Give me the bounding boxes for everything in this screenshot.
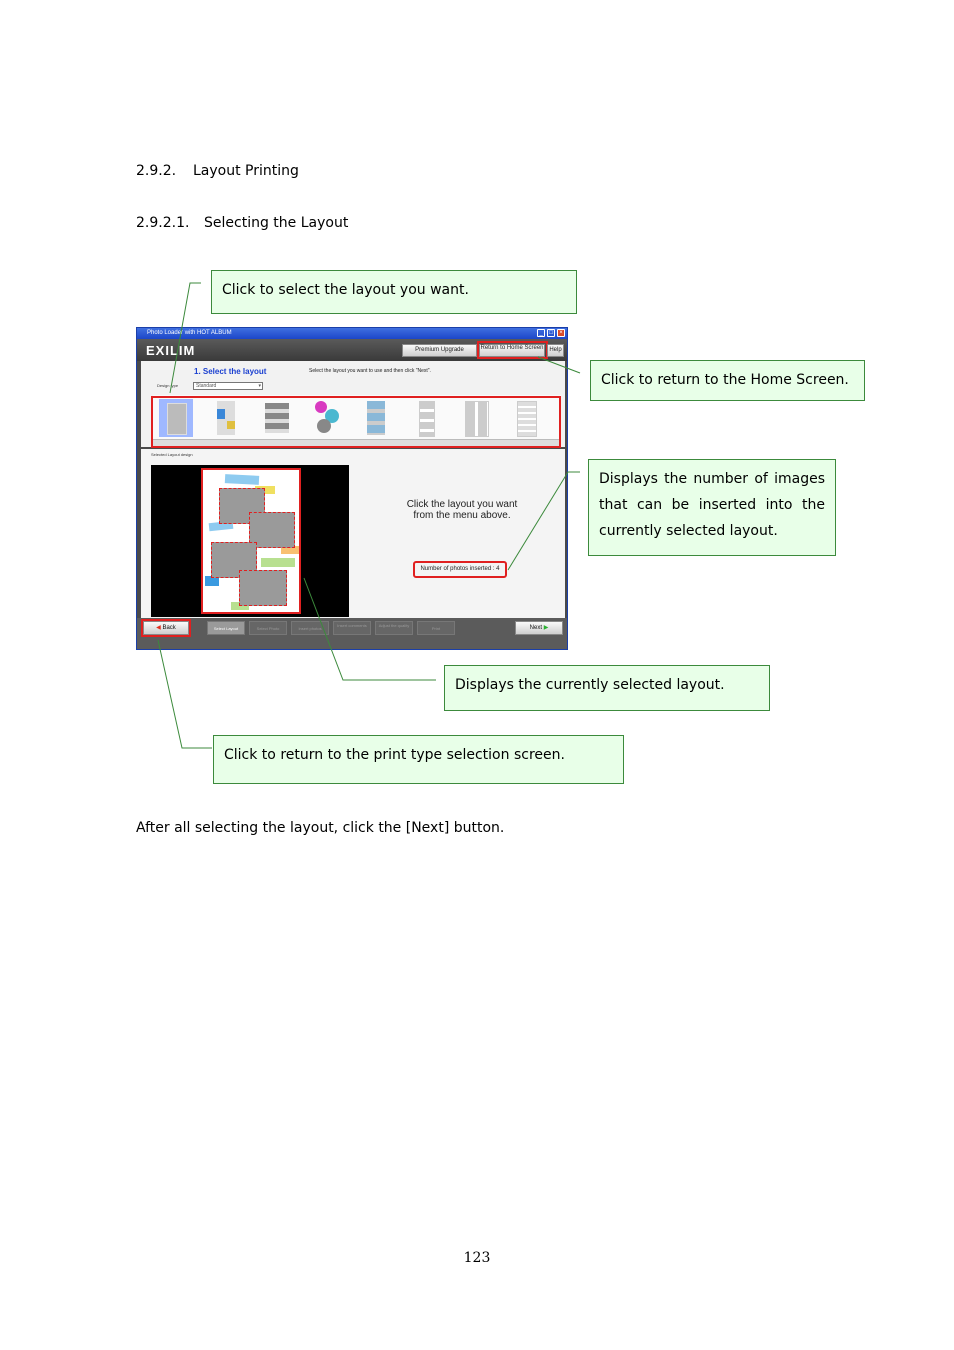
- crumb-print: Print: [417, 621, 455, 635]
- back-label: Back: [162, 625, 176, 631]
- subsection-number: 2.9.2.1.: [136, 215, 190, 231]
- maximize-icon[interactable]: □: [547, 329, 555, 337]
- leader-num-images: [508, 472, 580, 570]
- next-arrow-icon: ▶: [543, 625, 549, 631]
- subsection-title: Selecting the Layout: [204, 215, 349, 231]
- leader-home-screen: [538, 357, 580, 373]
- info-message: Click the layout you want from the menu above.: [406, 499, 518, 521]
- window-title: Photo Loader with HOT ALBUM: [147, 330, 232, 336]
- chevron-down-icon: ▾: [258, 383, 261, 389]
- selected-layout-label: Selected Layout design: [151, 452, 193, 457]
- crumb-insert-comments: Insert comments: [333, 621, 371, 635]
- help-label: Help: [549, 347, 562, 353]
- return-home-label: Return to Home Screen: [480, 345, 544, 351]
- leader-current-layout: [304, 578, 436, 680]
- exilim-logo: EXILIM: [146, 343, 196, 358]
- leader-print-type: [158, 640, 212, 748]
- step-description: Select the layout you want to use and then click "Next".: [309, 368, 431, 374]
- callout-num-images: Displays the number of images that can be inserted into the currently selected layout.: [588, 459, 836, 556]
- design-type-label: Design type: [157, 383, 179, 388]
- close-icon[interactable]: ×: [557, 329, 565, 337]
- back-arrow-icon: ◀: [156, 625, 161, 631]
- callout-select-layout: Click to select the layout you want.: [211, 270, 577, 314]
- crumb-insert-photos: Insert photos: [291, 621, 329, 635]
- callout-current-layout: Displays the currently selected layout.: [444, 665, 770, 711]
- page-number: 123: [463, 1250, 491, 1266]
- callout-home-screen: Click to return to the Home Screen.: [590, 360, 865, 401]
- design-type-value: Standard: [196, 383, 217, 389]
- minimize-icon[interactable]: _: [537, 329, 545, 337]
- section-number: 2.9.2.: [136, 163, 177, 179]
- section-title: Layout Printing: [193, 163, 299, 179]
- photos-inserted-count: Number of photos inserted : 4: [413, 561, 507, 578]
- crumb-select-layout: Select Layout: [207, 621, 245, 635]
- step-title: 1. Select the layout: [194, 367, 267, 376]
- leader-select-layout: [170, 283, 201, 393]
- crumb-select-photo: Select Photo: [249, 621, 287, 635]
- callout-print-type: Click to return to the print type selection screen.: [213, 735, 624, 784]
- body-text: After all selecting the layout, click the [Next] button.: [136, 820, 505, 836]
- crumb-adjust-quality: Adjust the quality: [375, 621, 413, 635]
- premium-upgrade-label: Premium Upgrade: [415, 347, 464, 353]
- next-label: Next: [529, 625, 543, 631]
